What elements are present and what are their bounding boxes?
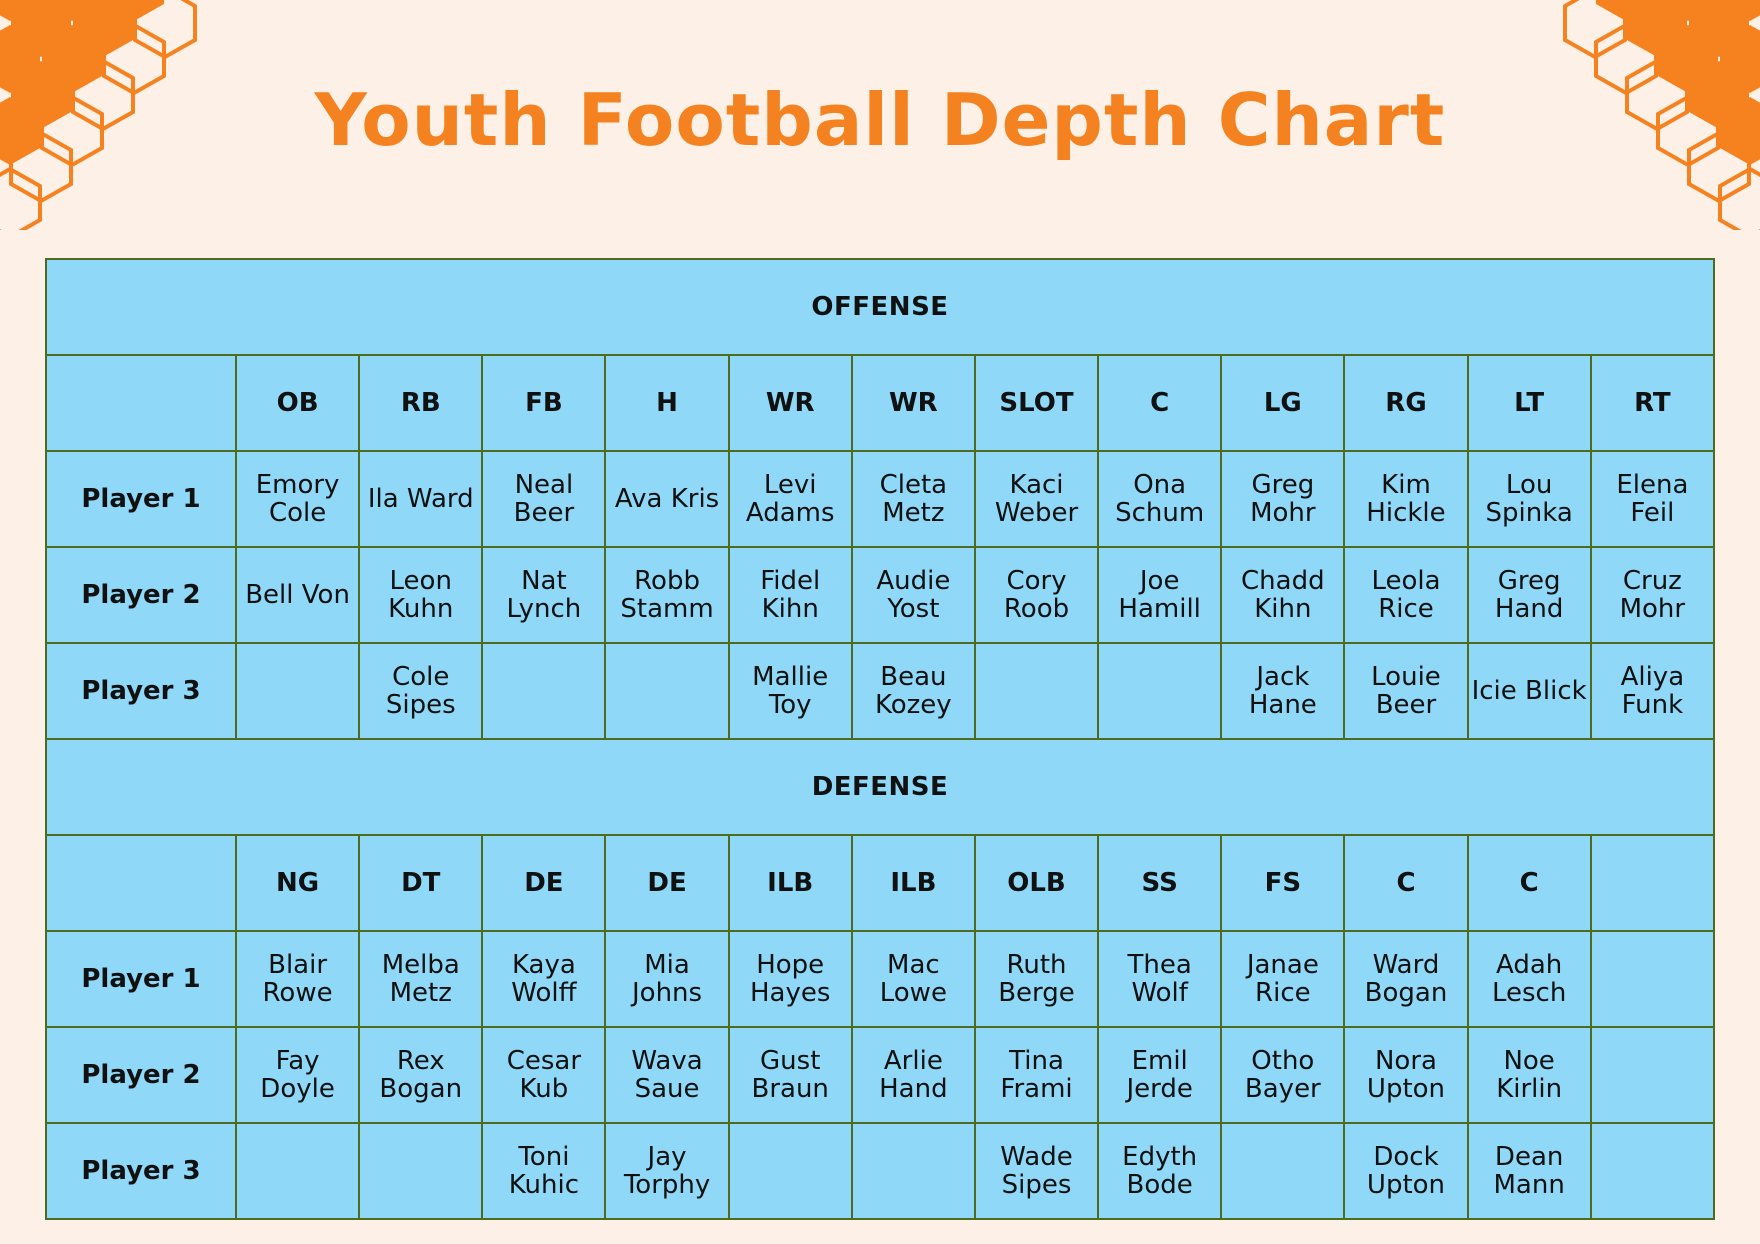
offense-cell-p3-c2[interactable]: Cole Sipes xyxy=(359,643,482,739)
offense-section-label: OFFENSE xyxy=(46,259,1714,355)
offense-position-2: RB xyxy=(359,355,482,451)
defense-cell-p1-c8[interactable]: Thea Wolf xyxy=(1098,931,1221,1027)
defense-cell-p3-c1[interactable] xyxy=(236,1123,359,1219)
defense-position-8: SS xyxy=(1098,835,1221,931)
offense-cell-p2-c6[interactable]: Audie Yost xyxy=(852,547,975,643)
offense-cell-p2-c4[interactable]: Robb Stamm xyxy=(605,547,728,643)
offense-position-12: RT xyxy=(1591,355,1714,451)
defense-position-7: OLB xyxy=(975,835,1098,931)
defense-cell-p2-c12[interactable] xyxy=(1591,1027,1714,1123)
defense-position-3: DE xyxy=(482,835,605,931)
offense-cell-p1-c1[interactable]: Emory Cole xyxy=(236,451,359,547)
defense-cell-p1-c3[interactable]: Kaya Wolff xyxy=(482,931,605,1027)
offense-cell-p3-c12[interactable]: Aliya Funk xyxy=(1591,643,1714,739)
defense-section-header-row xyxy=(46,739,1714,835)
defense-section-label: DEFENSE xyxy=(46,739,1714,835)
offense-cell-p3-c6[interactable]: Beau Kozey xyxy=(852,643,975,739)
page-title: Youth Football Depth Chart xyxy=(314,78,1446,162)
offense-cell-p2-c5[interactable]: Fidel Kihn xyxy=(729,547,852,643)
defense-cell-p1-c1[interactable]: Blair Rowe xyxy=(236,931,359,1027)
offense-cell-p3-c1[interactable] xyxy=(236,643,359,739)
defense-position-10: C xyxy=(1344,835,1467,931)
offense-corner-cell xyxy=(46,355,236,451)
defense-player-1-row xyxy=(46,931,1714,1027)
offense-player-2-row xyxy=(46,547,1714,643)
defense-row-label-2: Player 2 xyxy=(46,1027,236,1123)
defense-cell-p1-c11[interactable]: Adah Lesch xyxy=(1468,931,1591,1027)
defense-row-label-3: Player 3 xyxy=(46,1123,236,1219)
defense-corner-cell xyxy=(46,835,236,931)
offense-cell-p2-c12[interactable]: Cruz Mohr xyxy=(1591,547,1714,643)
defense-position-6: ILB xyxy=(852,835,975,931)
offense-position-8: C xyxy=(1098,355,1221,451)
offense-cell-p1-c4[interactable]: Ava Kris xyxy=(605,451,728,547)
defense-position-12 xyxy=(1591,835,1714,931)
offense-position-6: WR xyxy=(852,355,975,451)
offense-cell-p2-c10[interactable]: Leola Rice xyxy=(1344,547,1467,643)
offense-positions-row xyxy=(46,355,1714,451)
offense-cell-p3-c9[interactable]: Jack Hane xyxy=(1221,643,1344,739)
offense-player-3-row xyxy=(46,643,1714,739)
defense-cell-p1-c7[interactable]: Ruth Berge xyxy=(975,931,1098,1027)
offense-cell-p1-c6[interactable]: Cleta Metz xyxy=(852,451,975,547)
defense-cell-p2-c3[interactable]: Cesar Kub xyxy=(482,1027,605,1123)
offense-cell-p3-c8[interactable] xyxy=(1098,643,1221,739)
offense-position-1: OB xyxy=(236,355,359,451)
offense-cell-p2-c9[interactable]: Chadd Kihn xyxy=(1221,547,1344,643)
defense-cell-p1-c9[interactable]: Janae Rice xyxy=(1221,931,1344,1027)
defense-cell-p1-c12[interactable] xyxy=(1591,931,1714,1027)
defense-cell-p2-c1[interactable]: Fay Doyle xyxy=(236,1027,359,1123)
offense-row-label-3: Player 3 xyxy=(46,643,236,739)
defense-cell-p3-c8[interactable]: Edyth Bode xyxy=(1098,1123,1221,1219)
offense-position-7: SLOT xyxy=(975,355,1098,451)
offense-cell-p3-c3[interactable] xyxy=(482,643,605,739)
offense-position-11: LT xyxy=(1468,355,1591,451)
defense-cell-p2-c2[interactable]: Rex Bogan xyxy=(359,1027,482,1123)
offense-cell-p1-c11[interactable]: Lou Spinka xyxy=(1468,451,1591,547)
defense-cell-p3-c9[interactable] xyxy=(1221,1123,1344,1219)
offense-cell-p1-c10[interactable]: Kim Hickle xyxy=(1344,451,1467,547)
defense-player-3-row xyxy=(46,1123,1714,1219)
defense-cell-p2-c8[interactable]: Emil Jerde xyxy=(1098,1027,1221,1123)
defense-player-2-row xyxy=(46,1027,1714,1123)
offense-position-10: RG xyxy=(1344,355,1467,451)
offense-cell-p1-c7[interactable]: Kaci Weber xyxy=(975,451,1098,547)
depth-chart xyxy=(45,258,1715,1220)
defense-position-11: C xyxy=(1468,835,1591,931)
defense-cell-p3-c7[interactable]: Wade Sipes xyxy=(975,1123,1098,1219)
offense-cell-p1-c9[interactable]: Greg Mohr xyxy=(1221,451,1344,547)
defense-position-4: DE xyxy=(605,835,728,931)
offense-cell-p2-c2[interactable]: Leon Kuhn xyxy=(359,547,482,643)
defense-position-2: DT xyxy=(359,835,482,931)
defense-cell-p3-c11[interactable]: Dean Mann xyxy=(1468,1123,1591,1219)
defense-cell-p2-c10[interactable]: Nora Upton xyxy=(1344,1027,1467,1123)
offense-position-3: FB xyxy=(482,355,605,451)
offense-cell-p1-c12[interactable]: Elena Feil xyxy=(1591,451,1714,547)
defense-cell-p3-c3[interactable]: Toni Kuhic xyxy=(482,1123,605,1219)
offense-position-4: H xyxy=(605,355,728,451)
offense-cell-p3-c7[interactable] xyxy=(975,643,1098,739)
defense-cell-p2-c4[interactable]: Wava Saue xyxy=(605,1027,728,1123)
defense-cell-p2-c9[interactable]: Otho Bayer xyxy=(1221,1027,1344,1123)
defense-cell-p2-c11[interactable]: Noe Kirlin xyxy=(1468,1027,1591,1123)
defense-positions-row xyxy=(46,835,1714,931)
defense-cell-p2-c7[interactable]: Tina Frami xyxy=(975,1027,1098,1123)
offense-position-9: LG xyxy=(1221,355,1344,451)
offense-cell-p1-c8[interactable]: Ona Schum xyxy=(1098,451,1221,547)
offense-row-label-2: Player 2 xyxy=(46,547,236,643)
defense-row-label-1: Player 1 xyxy=(46,931,236,1027)
defense-cell-p2-c5[interactable]: Gust Braun xyxy=(729,1027,852,1123)
defense-cell-p3-c6[interactable] xyxy=(852,1123,975,1219)
offense-cell-p3-c4[interactable] xyxy=(605,643,728,739)
offense-cell-p2-c8[interactable]: Joe Hamill xyxy=(1098,547,1221,643)
offense-cell-p2-c11[interactable]: Greg Hand xyxy=(1468,547,1591,643)
offense-cell-p1-c3[interactable]: Neal Beer xyxy=(482,451,605,547)
defense-cell-p1-c2[interactable]: Melba Metz xyxy=(359,931,482,1027)
defense-position-1: NG xyxy=(236,835,359,931)
defense-cell-p3-c5[interactable] xyxy=(729,1123,852,1219)
offense-player-1-row xyxy=(46,451,1714,547)
offense-cell-p1-c2[interactable]: Ila Ward xyxy=(359,451,482,547)
offense-cell-p3-c11[interactable]: Icie Blick xyxy=(1468,643,1591,739)
defense-cell-p3-c12[interactable] xyxy=(1591,1123,1714,1219)
defense-cell-p2-c6[interactable]: Arlie Hand xyxy=(852,1027,975,1123)
offense-cell-p3-c5[interactable]: Mallie Toy xyxy=(729,643,852,739)
depth-chart-table xyxy=(45,258,1715,1220)
offense-position-5: WR xyxy=(729,355,852,451)
offense-section-header-row xyxy=(46,259,1714,355)
defense-cell-p1-c10[interactable]: Ward Bogan xyxy=(1344,931,1467,1027)
defense-cell-p3-c4[interactable]: Jay Torphy xyxy=(605,1123,728,1219)
defense-cell-p1-c6[interactable]: Mac Lowe xyxy=(852,931,975,1027)
defense-position-9: FS xyxy=(1221,835,1344,931)
defense-cell-p1-c4[interactable]: Mia Johns xyxy=(605,931,728,1027)
offense-cell-p2-c1[interactable]: Bell Von xyxy=(236,547,359,643)
defense-cell-p1-c5[interactable]: Hope Hayes xyxy=(729,931,852,1027)
defense-cell-p3-c2[interactable] xyxy=(359,1123,482,1219)
offense-row-label-1: Player 1 xyxy=(46,451,236,547)
offense-cell-p2-c7[interactable]: Cory Roob xyxy=(975,547,1098,643)
offense-cell-p1-c5[interactable]: Levi Adams xyxy=(729,451,852,547)
defense-cell-p3-c10[interactable]: Dock Upton xyxy=(1344,1123,1467,1219)
offense-cell-p3-c10[interactable]: Louie Beer xyxy=(1344,643,1467,739)
defense-position-5: ILB xyxy=(729,835,852,931)
offense-cell-p2-c3[interactable]: Nat Lynch xyxy=(482,547,605,643)
